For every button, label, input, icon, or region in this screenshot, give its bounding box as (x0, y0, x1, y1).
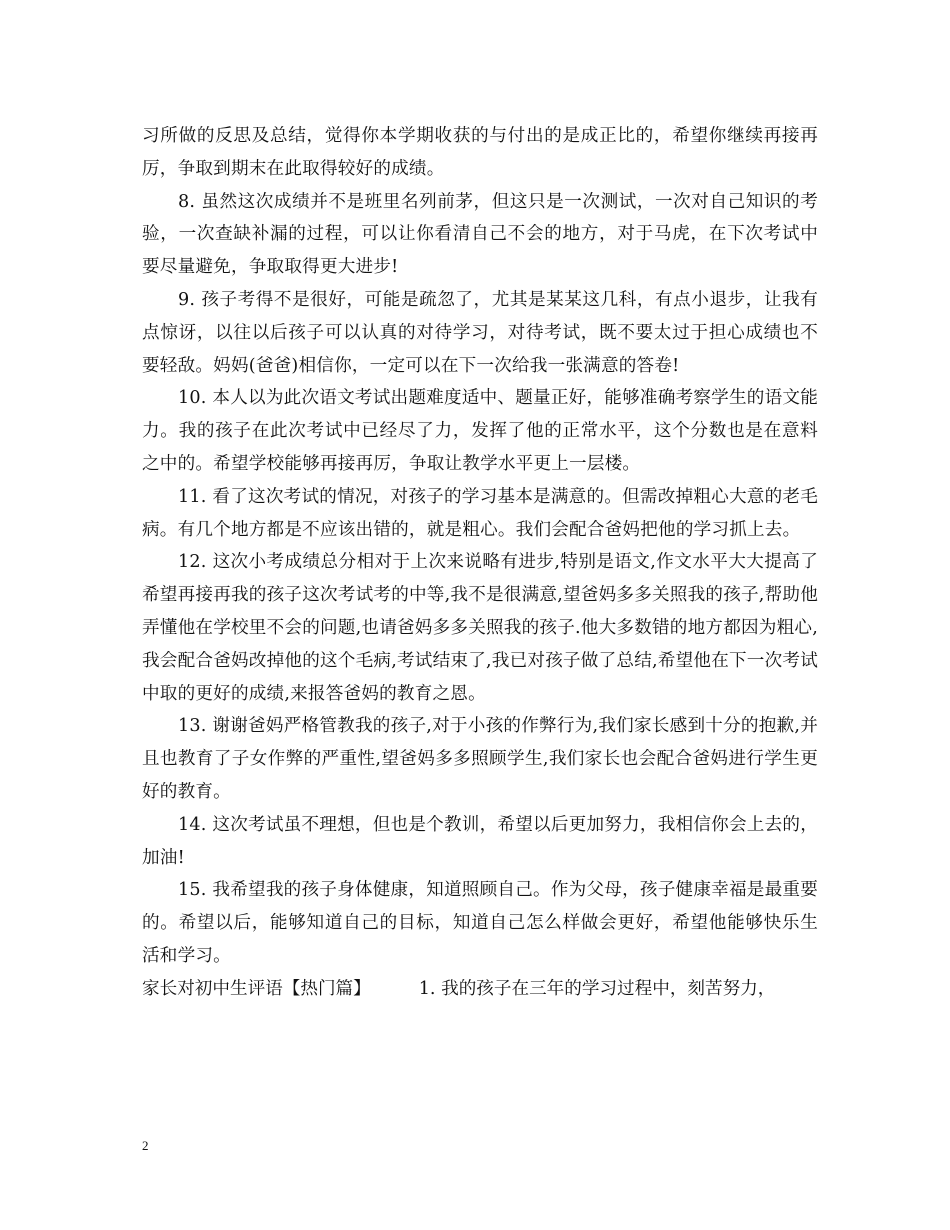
paragraph-item-1-start: 1. 我的孩子在三年的学习过程中，刻苦努力， (418, 978, 776, 999)
document-body (142, 120, 818, 1006)
paragraph-item-12: 12. 这次小考成绩总分相对于上次来说略有进步,特别是语文,作文水平大大提高了希望再接再我的孩子这次考试考的中等,我不是很满意,望爸妈多多关照我的孩子,帮助他弄懂他在学校里不会的问题,也请爸妈多多关照我的孩子.他大多数错的地方都因为粗心,我会配合爸妈改掉他的这个毛病,考试结束了,我已对孩子做了总结,希望他在下一次考试中取的更好的成绩,来报答爸妈的教育之恩。 (142, 552, 818, 704)
paragraph-item-11: 11. 看了这次考试的情况，对孩子的学习基本是满意的。但需改掉粗心大意的老毛病。有几个地方都是不应该出错的，就是粗心。我们会配合爸妈把他的学习抓上去。 (142, 486, 818, 540)
page-number: 2 (142, 1138, 149, 1153)
paragraph-item-14: 14. 这次考试虽不理想，但也是个教训，希望以后更加努力，我相信你会上去的，加油! (142, 814, 818, 868)
section-heading: 家长对初中生评语【热门篇】 (142, 978, 371, 999)
paragraph-item-9: 9. 孩子考得不是很好，可能是疏忽了，尤其是某某这几科，有点小退步，让我有点惊讶，以往以后孩子可以认真的对待学习，对待考试，既不要太过于担心成绩也不要轻敌。妈妈(爸爸)相信你，一定可以在下一次给我一张满意的答卷! (142, 289, 818, 376)
paragraph-item-13: 13. 谢谢爸妈严格管教我的孩子,对于小孩的作弊行为,我们家长感到十分的抱歉,并且也教育了子女作弊的严重性,望爸妈多多照顾学生,我们家长也会配合爸妈进行学生更好的教育。 (142, 716, 818, 802)
section-heading-line (142, 973, 818, 1006)
paragraph-item-10: 10. 本人以为此次语文考试出题难度适中、题量正好，能够准确考察学生的语文能力。我的孩子在此次考试中已经尽了力，发挥了他的正常水平，这个分数也是在意料之中的。希望学校能够再接再厉，争取让教学水平更上一层楼。 (142, 388, 818, 474)
paragraph-item-8: 8. 虽然这次成绩并不是班里名列前茅，但这只是一次测试，一次对自己知识的考验，一次查缺补漏的过程，可以让你看清自己不会的地方，对于马虎，在下次考试中要尽量避免，争取取得更大进步! (142, 191, 818, 278)
paragraph-continuation: 习所做的反思及总结，觉得你本学期收获的与付出的是成正比的，希望你继续再接再厉，争取到期末在此取得较好的成绩。 (142, 126, 818, 179)
paragraph-item-15: 15. 我希望我的孩子身体健康，知道照顾自己。作为父母，孩子健康幸福是最重要的。希望以后，能够知道自己的目标，知道自己怎么样做会更好，希望他能够快乐生活和学习。 (142, 880, 818, 966)
